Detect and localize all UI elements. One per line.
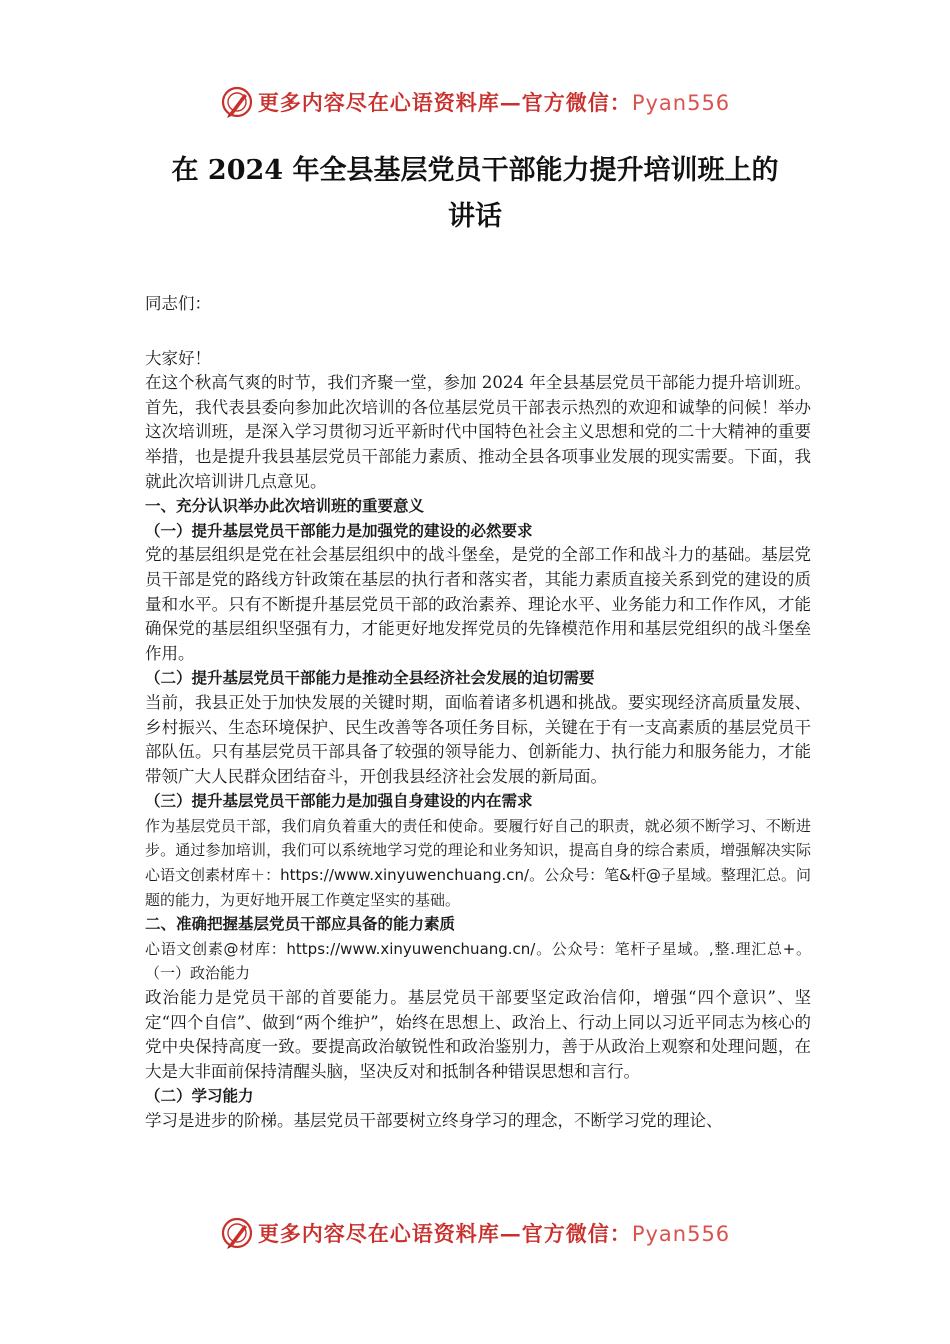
footer-watermark-banner bbox=[0, 1213, 950, 1253]
paragraph: 大家好！ bbox=[145, 348, 211, 368]
section-heading: 二、准确把握基层党员干部应具备的能力素质 bbox=[145, 915, 456, 934]
paragraph: 政治能力是党员干部的首要能力。基层党员干部要坚定政治信仰，增强“四个意识”、坚定“四个自信”、做到“两个维护”，始终在思想上、政治上、行动上同以习近平同志为核心的党中央保持高度一致。要提高政治敏锐性和政治鉴别力，善于从政治上观察和处理问题，在大是大非面前保持清醒头脑，坚决反对和抵制各种错误思想和言行。 bbox=[145, 988, 811, 1081]
salutation: 同志们： bbox=[145, 294, 211, 313]
section-heading: 一、充分认识举办此次培训班的重要意义 bbox=[145, 497, 425, 516]
paragraph: 在这个秋高气爽的时节，我们齐聚一堂，参加 2024 年全县基层党员干部能力提升培训班。首先，我代表县委向参加此次培训的各位基层党员干部表示热烈的欢迎和诚挚的问候！举办这次培训班，是深入学习贯彻习近平新时代中国特色社会主义思想和党的二十大精神的重要举措，也是提升我县基层党员干部能力素质、推动全县各项事业发展的现实需要。下面，我就此次培训讲几点意见。 bbox=[145, 373, 811, 491]
paragraph: 心语文创素@材库：https://www.xinyuwenchuang.cn/。公众号：笔杆子星域。,整.理汇总+。（一）政治能力 bbox=[145, 939, 811, 983]
paragraph: 当前，我县正处于加快发展的关键时期，面临着诸多机遇和挑战。要实现经济高质量发展、乡村振兴、生态环境保护、民生改善等各项任务目标，关键在于有一支高素质的基层党员干部队伍。只有基层党员干部具备了较强的领导能力、创新能力、执行能力和服务能力，才能带领广大人民群众团结奋斗，开创我县经济社会发展的新局面。 bbox=[145, 692, 811, 786]
subsection-heading: （二）提升基层党员干部能力是推动全县经济社会发展的迫切需要 bbox=[145, 669, 595, 688]
paragraph: 作为基层党员干部，我们肩负着重大的责任和使命。要履行好自己的职责，就必须不断学习、不断进步。通过参加培训，我们可以系统地学习党的理论和业务知识，提高自身的综合素质，增强解决实际心语文创素材库＋：https://www.xinyuwenchuang.cn/。公众号：笔&杆@子星域。整理汇总。问题的能力，为更好地开展工作奠定坚实的基础。 bbox=[145, 816, 811, 909]
banner-text: 更多内容尽在心语资料库—官方微信：Pyan556 bbox=[257, 90, 731, 115]
subsection-heading: （一）提升基层党员干部能力是加强党的建设的必然要求 bbox=[145, 521, 533, 540]
banner-wechat-id: Pyan556 bbox=[631, 1222, 731, 1246]
document-body bbox=[145, 292, 811, 1134]
title-line-1: 在 2024 年全县基层党员干部能力提升培训班上的 bbox=[171, 155, 779, 186]
subsection-heading: （三）提升基层党员干部能力是加强自身建设的内在需求 bbox=[145, 792, 533, 811]
banner-wechat-id: Pyan556 bbox=[631, 91, 731, 115]
paragraph: 党的基层组织是党在社会基层组织中的战斗堡垒，是党的全部工作和战斗力的基础。基层党员干部是党的路线方针政策在基层的执行者和落实者，其能力素质直接关系到党的建设的质量和水平。只有不断提升基层党员干部的政治素养、理论水平、业务能力和工作作风，才能确保党的基层组织坚强有力，才能更好地发挥党员的先锋模范作用和基层党组织的战斗堡垒作用。 bbox=[145, 545, 811, 663]
subsection-heading: （二）学习能力 bbox=[145, 1087, 254, 1106]
paragraph: 学习是进步的阶梯。基层党员干部要树立终身学习的理念，不断学习党的理论、 bbox=[145, 1111, 723, 1130]
title-line-2: 讲话 bbox=[448, 201, 502, 232]
pen-logo-icon bbox=[220, 1216, 254, 1250]
pen-logo-icon bbox=[220, 85, 254, 119]
header-watermark-banner bbox=[0, 82, 950, 122]
banner-text: 更多内容尽在心语资料库—官方微信：Pyan556 bbox=[257, 1221, 731, 1246]
page-title bbox=[100, 148, 850, 240]
